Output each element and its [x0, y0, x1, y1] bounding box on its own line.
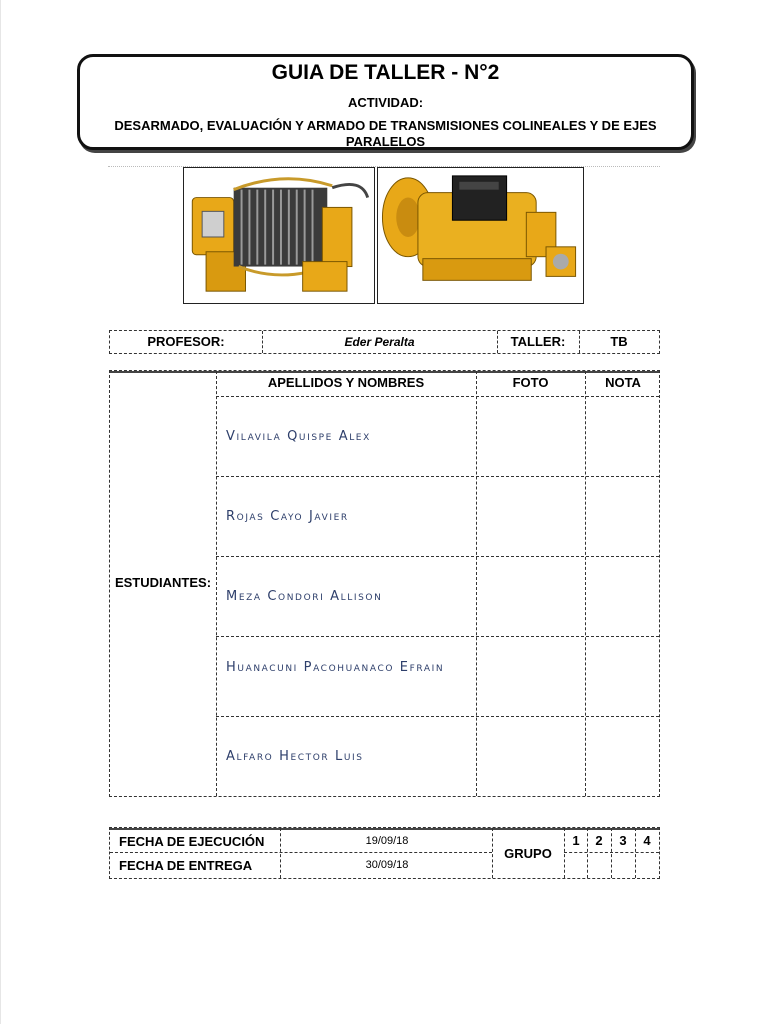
student-name: Rojas Cayo Javier [226, 509, 349, 524]
column-divider [280, 828, 281, 878]
row-divider [216, 396, 659, 397]
row-divider [564, 852, 659, 853]
dates-table [109, 827, 660, 879]
students-label: ESTUDIANTES: [114, 575, 212, 590]
column-divider [585, 371, 586, 796]
taller-value: TB [610, 334, 628, 349]
row-divider [216, 636, 659, 637]
header-photo: FOTO [512, 375, 549, 390]
page-title: GUIA DE TALLER - N°2 [271, 61, 500, 84]
profesor-label: PROFESOR: [147, 334, 225, 349]
column-divider [216, 371, 217, 796]
title-box [77, 54, 694, 150]
fecha-ejecucion-value: 19/09/18 [365, 835, 409, 847]
fecha-entrega-value: 30/09/18 [365, 859, 409, 871]
grupo-number: 4 [643, 833, 651, 848]
header-names: APELLIDOS Y NOMBRES [267, 375, 425, 390]
grupo-label: GRUPO [504, 846, 552, 861]
taller-label: TALLER: [510, 334, 566, 349]
table-top-border [110, 371, 659, 373]
activity-label: ACTIVIDAD: [347, 95, 424, 110]
student-name: Huanacuni Pacohuanaco Efrain [226, 660, 445, 675]
grupo-number: 1 [572, 833, 580, 848]
page-edge [0, 0, 1, 1024]
grupo-number: 3 [619, 833, 627, 848]
professor-row [109, 330, 660, 354]
row-divider [216, 556, 659, 557]
student-name: Alfaro Hector Luis [226, 749, 364, 764]
transmission-cutaway-image [183, 167, 375, 304]
row-divider [216, 716, 659, 717]
students-table [109, 370, 660, 797]
activity-description: DESARMADO, EVALUACIÓN Y ARMADO DE TRANSMISIONES COLINEALES Y DE EJES PARALELOS [114, 118, 657, 149]
student-name: Vilavila Quispe Alex [226, 429, 371, 444]
column-divider [476, 371, 477, 796]
header-grade: NOTA [605, 375, 641, 390]
row-divider [216, 476, 659, 477]
grupo-number: 2 [595, 833, 603, 848]
fecha-entrega-label: FECHA DE ENTREGA [119, 858, 253, 873]
student-name: Meza Condori Allison [226, 589, 383, 604]
transmission-assembly-image [377, 167, 584, 304]
table-top-border [110, 828, 659, 830]
row-divider [110, 852, 492, 853]
fecha-ejecucion-label: FECHA DE EJECUCIÓN [119, 834, 265, 849]
profesor-value: Eder Peralta [344, 335, 415, 349]
